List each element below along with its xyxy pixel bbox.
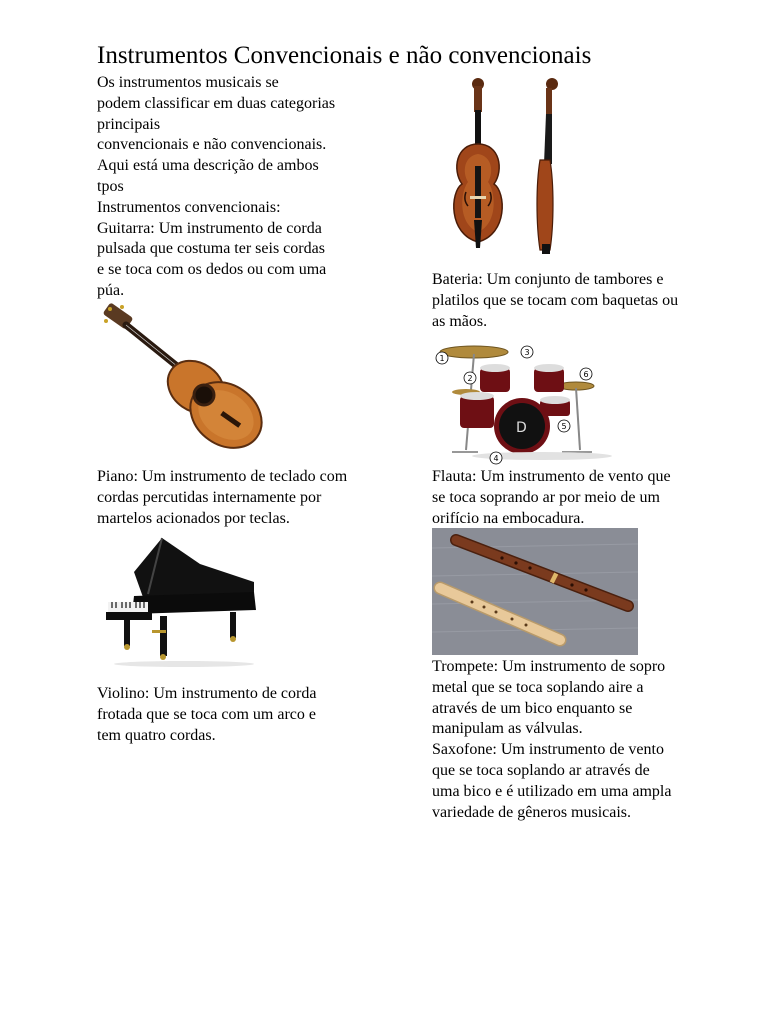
text-line: pulsada que costuma ter seis cordas bbox=[97, 240, 325, 258]
text-line: frotada que se toca com um arco e bbox=[97, 705, 317, 723]
text-line: uma bico e é utilizado em uma ampla bbox=[432, 782, 672, 800]
drum-kit-image bbox=[432, 340, 612, 466]
text-line: e se toca com os dedos ou com uma bbox=[97, 261, 327, 279]
violin-image bbox=[440, 74, 570, 266]
text-line: Piano: Um instrumento de teclado com bbox=[97, 468, 348, 485]
text-line: cordas percutidas internamente por bbox=[97, 488, 322, 506]
recorder-image bbox=[432, 528, 638, 655]
piano-image bbox=[104, 534, 259, 669]
text-line: Saxofone: Um instrumento de vento bbox=[432, 741, 664, 759]
text-line: platilos que se tocam com baquetas ou bbox=[432, 291, 679, 309]
text-line: orifício na embocadura. bbox=[432, 509, 585, 527]
text-line: Instrumentos convencionais: bbox=[97, 198, 281, 216]
text-line: Trompete: Um instrumento de sopro bbox=[432, 658, 666, 675]
text-line: Flauta: Um instrumento de vento que bbox=[432, 468, 671, 485]
text-line: manipulam as válvulas. bbox=[432, 720, 583, 738]
text-line: Aqui está uma descrição de ambos bbox=[97, 157, 319, 175]
text-line: principais bbox=[97, 115, 161, 133]
text-line: martelos acionados por teclas. bbox=[97, 509, 290, 527]
bateria-paragraph bbox=[432, 270, 678, 332]
text-line: metal que se toca soplando aire a bbox=[432, 678, 644, 696]
intro-paragraph bbox=[97, 73, 335, 302]
text-line: Violino: Um instrumento de corda bbox=[97, 685, 317, 702]
text-line: variedade de gêneros musicais. bbox=[432, 803, 632, 821]
svg-text:D: D bbox=[516, 420, 527, 436]
piano-paragraph bbox=[97, 467, 347, 529]
drum-callout: 6 bbox=[583, 370, 589, 379]
flauta-paragraph bbox=[432, 467, 671, 529]
text-line: Guitarra: Um instrumento de corda bbox=[97, 219, 322, 237]
text-line: tem quatro cordas. bbox=[97, 726, 216, 744]
text-line: as mãos. bbox=[432, 312, 488, 330]
text-line: que se toca soplando ar através de bbox=[432, 761, 650, 779]
text-line: podem classificar em duas categorias bbox=[97, 94, 336, 112]
text-line: Bateria: Um conjunto de tambores e bbox=[432, 271, 664, 288]
text-line: através de um bico enquanto se bbox=[432, 699, 633, 717]
guitar-image bbox=[100, 303, 270, 463]
page-title: Instrumentos Convencionais e não convencionais bbox=[97, 42, 592, 69]
trompete-saxofone-paragraph bbox=[432, 657, 671, 823]
drum-callout: 4 bbox=[493, 454, 499, 463]
text-line: convencionais e não convencionais. bbox=[97, 136, 327, 154]
drum-callout: 1 bbox=[439, 354, 445, 363]
text-line: Os instrumentos musicais se bbox=[97, 74, 279, 91]
violino-paragraph bbox=[97, 684, 316, 746]
drum-callout: 2 bbox=[467, 374, 473, 383]
text-line: se toca soprando ar por meio de um bbox=[432, 488, 660, 506]
text-line: púa. bbox=[97, 281, 125, 299]
drum-callout: 5 bbox=[561, 422, 567, 431]
text-line: tpos bbox=[97, 177, 124, 195]
drum-callout: 3 bbox=[524, 348, 530, 357]
